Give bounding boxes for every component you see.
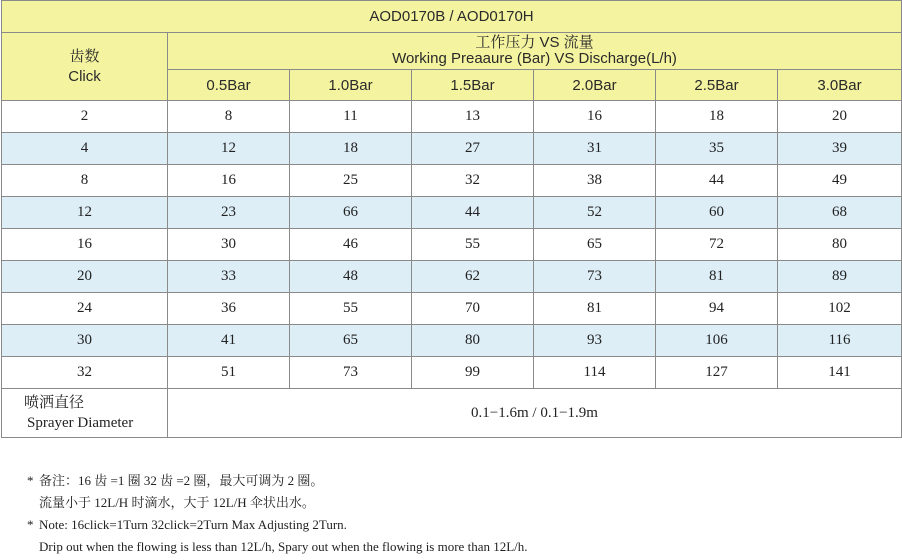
click-cell: 30 <box>2 325 168 357</box>
discharge-cell: 18 <box>290 133 412 165</box>
note-star: * <box>27 473 34 488</box>
discharge-cell: 27 <box>412 133 534 165</box>
discharge-cell: 32 <box>412 165 534 197</box>
table-row <box>2 101 902 133</box>
discharge-cell: 93 <box>534 325 656 357</box>
pressure-column-header: 2.5Bar <box>656 70 778 101</box>
discharge-cell: 8 <box>168 101 290 133</box>
table-row <box>2 357 902 389</box>
discharge-cell: 127 <box>656 357 778 389</box>
table-row <box>2 293 902 325</box>
discharge-cell: 33 <box>168 261 290 293</box>
discharge-cell: 46 <box>290 229 412 261</box>
discharge-cell: 116 <box>778 325 902 357</box>
discharge-cell: 102 <box>778 293 902 325</box>
click-cell: 20 <box>2 261 168 293</box>
click-header-en: Click <box>68 67 101 85</box>
discharge-cell: 39 <box>778 133 902 165</box>
note-en-line-2: Drip out when the flowing is less than 12L/h, Spary out when the flowing is more than 12L/h. <box>39 539 528 554</box>
pressure-column-header: 3.0Bar <box>778 70 902 101</box>
discharge-cell: 44 <box>412 197 534 229</box>
click-cell: 2 <box>2 101 168 133</box>
discharge-cell: 70 <box>412 293 534 325</box>
click-cell: 16 <box>2 229 168 261</box>
sprayer-diameter-row <box>2 389 902 438</box>
pressure-header-cn: 工作压力 VS 流量 <box>475 34 594 51</box>
discharge-cell: 72 <box>656 229 778 261</box>
discharge-cell: 12 <box>168 133 290 165</box>
discharge-table <box>1 0 902 438</box>
discharge-cell: 49 <box>778 165 902 197</box>
discharge-cell: 48 <box>290 261 412 293</box>
discharge-cell: 52 <box>534 197 656 229</box>
note-en-line-1: * Note: 16click=1Turn 32click=2Turn Max Adjusting 2Turn. <box>27 514 887 536</box>
discharge-cell: 55 <box>412 229 534 261</box>
pressure-column-header: 1.5Bar <box>412 70 534 101</box>
discharge-cell: 23 <box>168 197 290 229</box>
pressure-group-header <box>168 33 902 70</box>
discharge-cell: 94 <box>656 293 778 325</box>
discharge-cell: 81 <box>534 293 656 325</box>
pressure-column-header: 0.5Bar <box>168 70 290 101</box>
click-header-cn: 齿数 <box>69 47 100 65</box>
discharge-cell: 30 <box>168 229 290 261</box>
discharge-cell: 65 <box>290 325 412 357</box>
discharge-cell: 16 <box>534 101 656 133</box>
discharge-cell: 13 <box>412 101 534 133</box>
discharge-cell: 106 <box>656 325 778 357</box>
discharge-cell: 44 <box>656 165 778 197</box>
sprayer-label-en: Sprayer Diameter <box>27 415 134 431</box>
discharge-cell: 36 <box>168 293 290 325</box>
discharge-cell: 89 <box>778 261 902 293</box>
discharge-cell: 31 <box>534 133 656 165</box>
sprayer-label <box>2 389 168 438</box>
table-row <box>2 261 902 293</box>
discharge-cell: 141 <box>778 357 902 389</box>
sprayer-label-cn: 喷洒直径 <box>24 395 85 411</box>
discharge-cell: 80 <box>778 229 902 261</box>
discharge-cell: 16 <box>168 165 290 197</box>
click-cell: 4 <box>2 133 168 165</box>
discharge-cell: 55 <box>290 293 412 325</box>
discharge-cell: 73 <box>534 261 656 293</box>
pressure-column-header: 1.0Bar <box>290 70 412 101</box>
discharge-cell: 60 <box>656 197 778 229</box>
table-row <box>2 197 902 229</box>
click-cell: 12 <box>2 197 168 229</box>
discharge-cell: 114 <box>534 357 656 389</box>
table-row <box>2 165 902 197</box>
note-cn-line-1: * 备注：16 齿 =1 圈 32 齿 =2 圈，最大可调为 2 圈。 <box>27 470 887 492</box>
click-cell: 32 <box>2 357 168 389</box>
discharge-cell: 68 <box>778 197 902 229</box>
notes-section <box>27 470 887 558</box>
discharge-cell: 62 <box>412 261 534 293</box>
note-cn-line-2: 流量小于 12L/H 时滴水，大于 12L/H 伞状出水。 <box>39 495 315 510</box>
table-row <box>2 325 902 357</box>
sprayer-value: 0.1−1.6m / 0.1−1.9m <box>168 389 902 438</box>
click-cell: 8 <box>2 165 168 197</box>
discharge-cell: 18 <box>656 101 778 133</box>
click-cell: 24 <box>2 293 168 325</box>
click-column-header <box>2 33 168 101</box>
pressure-header-en: Working Preaaure (Bar) VS Discharge(L/h) <box>392 50 677 67</box>
discharge-cell: 51 <box>168 357 290 389</box>
note-star: * <box>27 517 34 532</box>
discharge-cell: 25 <box>290 165 412 197</box>
discharge-cell: 73 <box>290 357 412 389</box>
pressure-column-header: 2.0Bar <box>534 70 656 101</box>
discharge-cell: 41 <box>168 325 290 357</box>
table-row <box>2 133 902 165</box>
discharge-cell: 81 <box>656 261 778 293</box>
discharge-cell: 65 <box>534 229 656 261</box>
discharge-cell: 11 <box>290 101 412 133</box>
table-title: AOD0170B / AOD0170H <box>2 1 902 33</box>
table-row <box>2 229 902 261</box>
discharge-cell: 66 <box>290 197 412 229</box>
discharge-cell: 35 <box>656 133 778 165</box>
discharge-cell: 20 <box>778 101 902 133</box>
discharge-cell: 38 <box>534 165 656 197</box>
discharge-cell: 80 <box>412 325 534 357</box>
discharge-cell: 99 <box>412 357 534 389</box>
